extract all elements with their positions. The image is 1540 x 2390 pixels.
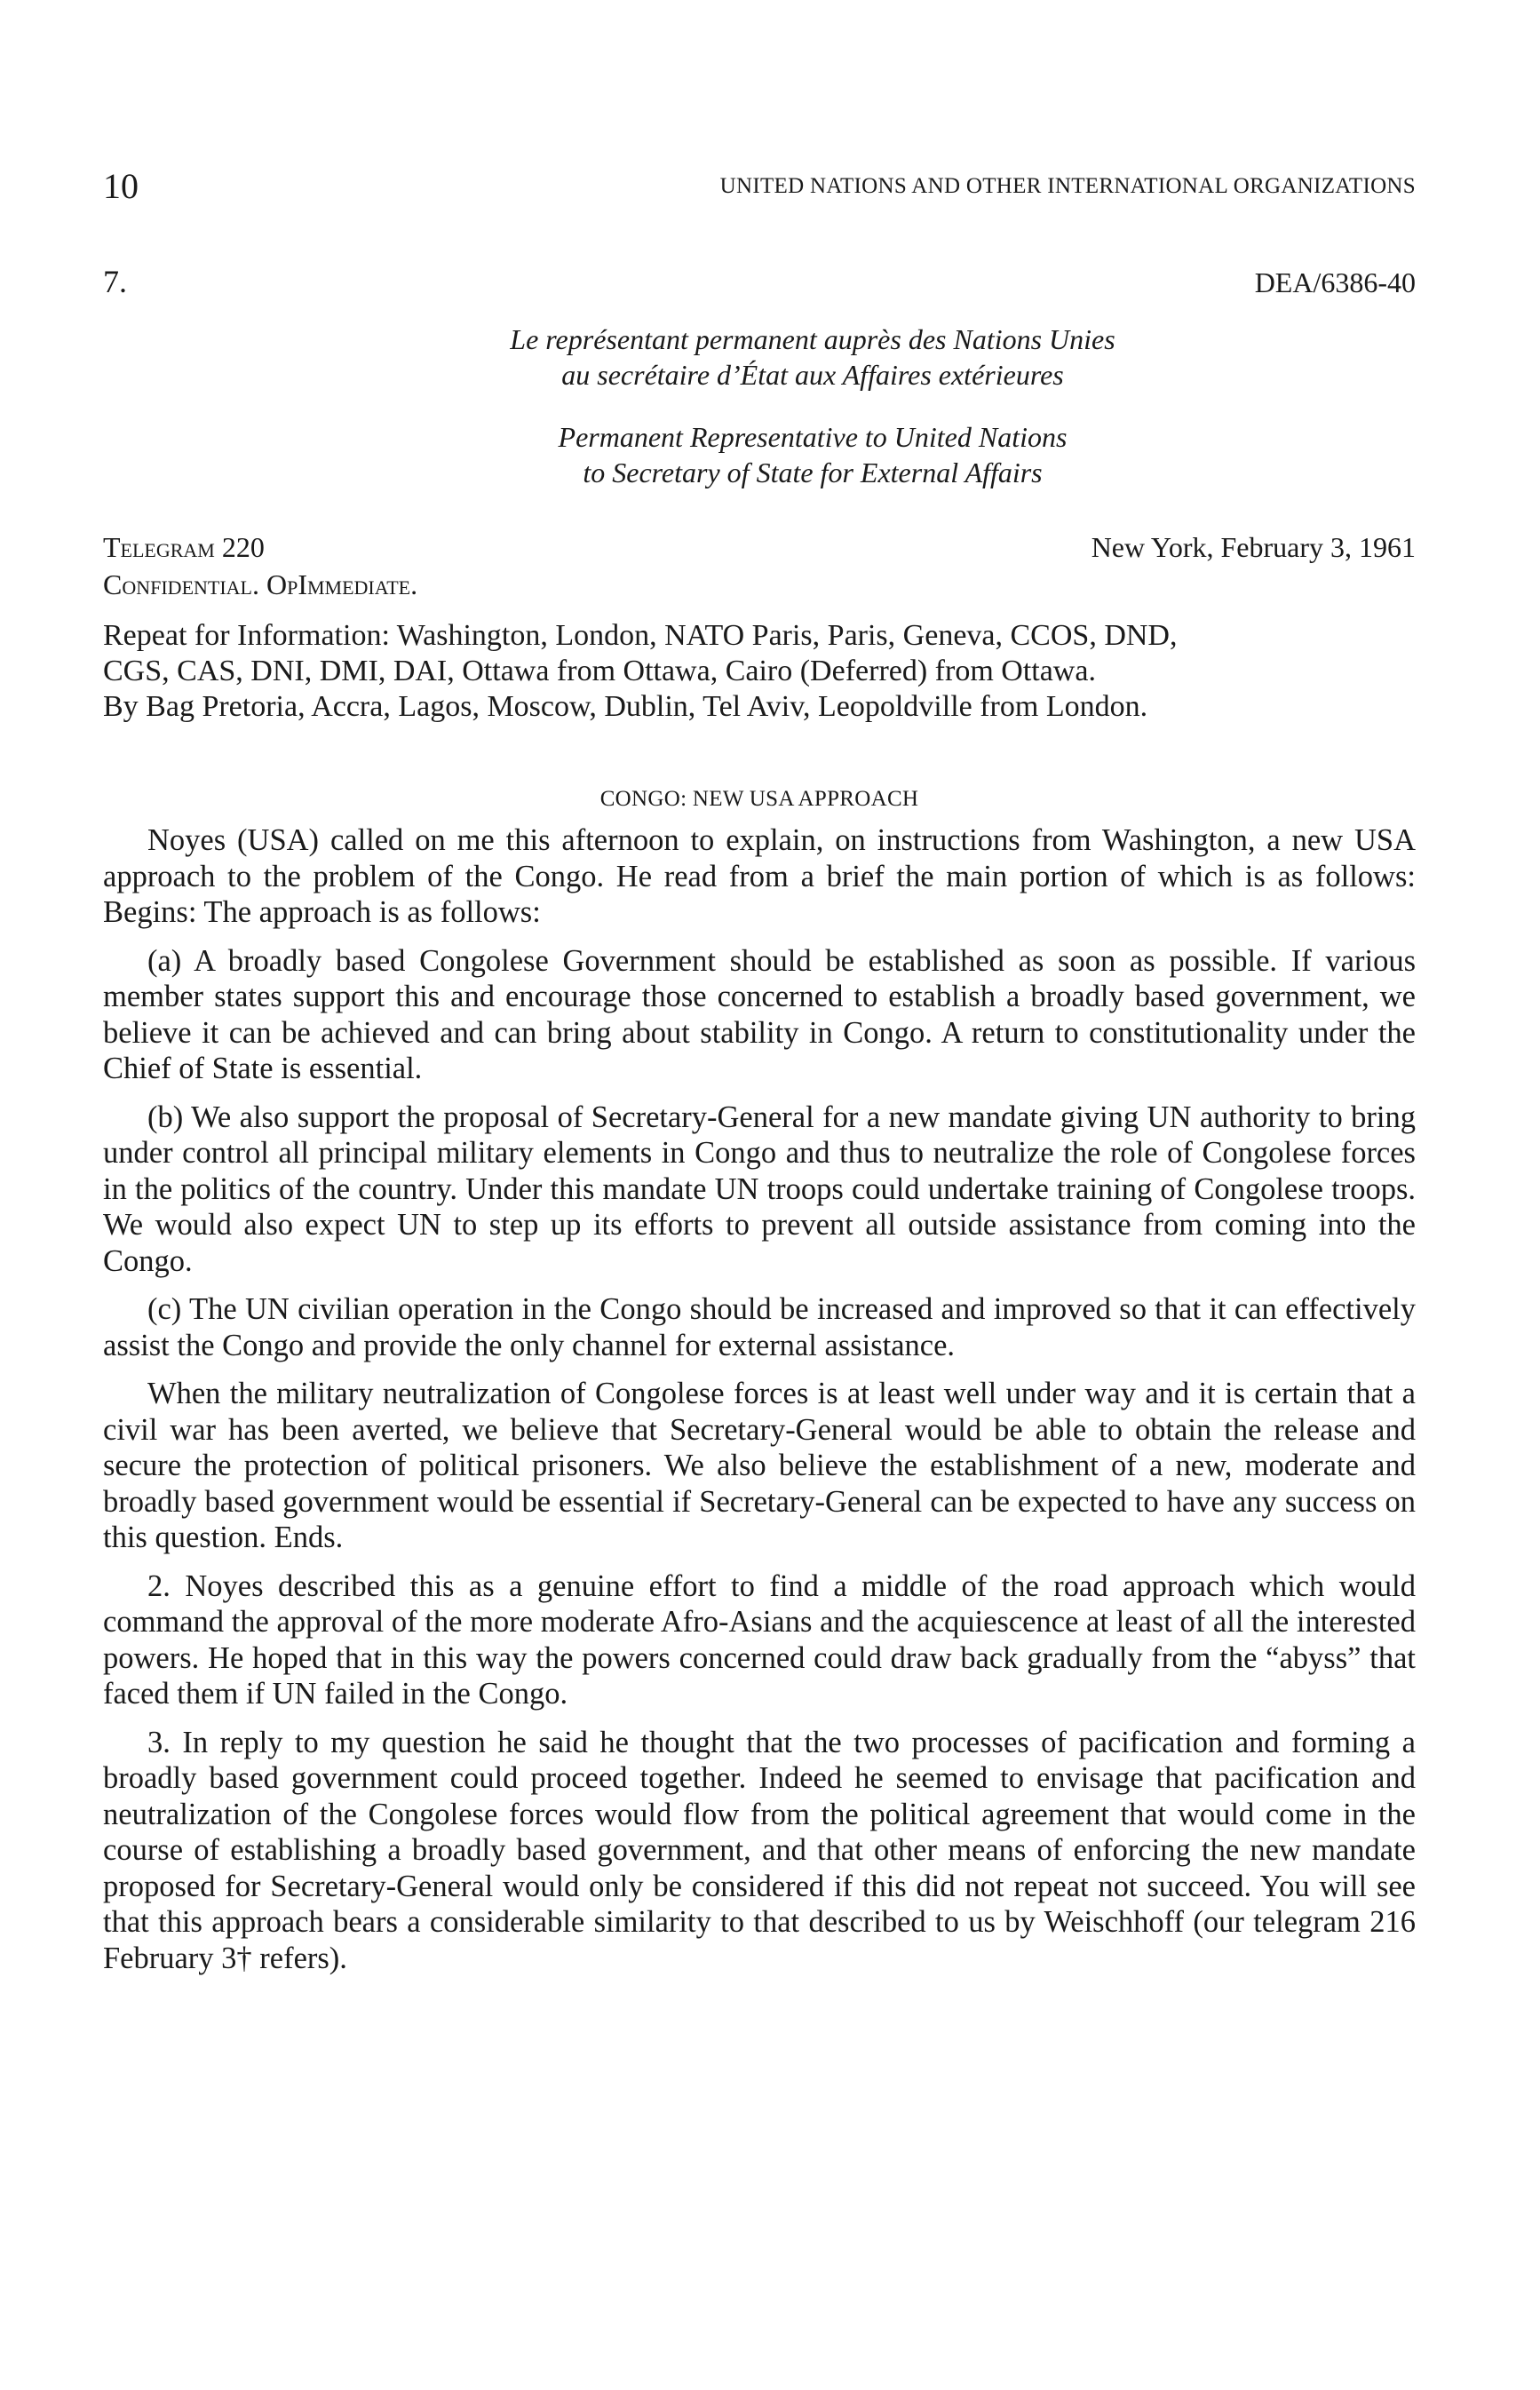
running-title: UNITED NATIONS AND OTHER INTERNATIONAL ORGANIZATIONS: [719, 174, 1416, 198]
paragraph: (a) A broadly based Congolese Government should be established as soon as possible. If various member states support this and encourage those concerned to establish a broadly based government, we believe it can be achieved and can bring about stability in Congo. A return to constitutionality under the Chief of State is essential.: [103, 943, 1416, 1085]
document-header: [103, 263, 1416, 307]
repeat-line: CGS, CAS, DNI, DMI, DAI, Ottawa from Ottawa, Cairo (Deferred) from Ottawa.: [103, 655, 1096, 687]
french-title-line: Le représentant permanent auprès des Nations Unies: [510, 323, 1115, 355]
paragraph: 2. Noyes described this as a genuine effort to find a middle of the road approach which would command the approval of the more moderate Afro-Asians and the acquiescence at least of all the interested powers. He hoped that in this way the powers concerned could draw back gradually from the “abyss” that faced them if UN failed in the Congo.: [103, 1568, 1416, 1711]
paragraph: 3. In reply to my question he said he thought that the two processes of pacification and forming a broadly based government could proceed together. Indeed he seemed to envisage that pacification and neutralization of the Congolese forces would flow from the political agreement that would come in the course of establishing a broadly based government, and that other means of enforcing the new mandate proposed for Secretary-General would only be considered if this did not repeat not succeed. You will see that this approach bears a considerable similarity to that described to us by Weischhoff (our telegram 216 February 3† refers).: [103, 1725, 1416, 1975]
paragraph: Noyes (USA) called on me this afternoon to explain, on instructions from Washington, a new USA approach to the problem of the Congo. He read from a brief the main portion of which is as follows: Begins: The approach is as follows:: [103, 823, 1416, 929]
document-number: 7.: [103, 264, 127, 299]
subject-heading: CONGO: NEW USA APPROACH: [599, 787, 919, 811]
sender-recipient-titles: [103, 322, 1416, 490]
page-number: 10: [103, 166, 139, 206]
bag-line: By Bag Pretoria, Accra, Lagos, Moscow, Dublin, Tel Aviv, Leopoldville from London.: [103, 690, 1148, 723]
classification: Confidential. OpImmediate.: [103, 568, 418, 600]
english-title: [103, 419, 1416, 490]
english-title-line: Permanent Representative to United Nations: [558, 421, 1068, 453]
place-date: New York, February 3, 1961: [1091, 531, 1416, 563]
french-title-line: au secrétaire d’État aux Affaires extérieures: [561, 359, 1064, 391]
paragraph: (b) We also support the proposal of Secretary-General for a new mandate giving UN authority to bring under control all principal military elements in Congo and thus to neutralize the role of Congolese forces in the politics of the country. Under this mandate UN troops could undertake training of Congolese troops. We would also expect UN to step up its efforts to prevent all outside assistance from coming into the Congo.: [103, 1100, 1416, 1278]
english-title-line: to Secretary of State for External Affairs: [583, 457, 1043, 488]
repeat-line: Repeat for Information: Washington, London, NATO Paris, Paris, Geneva, CCOS, DND,: [103, 619, 1178, 652]
paragraph: (c) The UN civilian operation in the Congo should be increased and improved so that it can effectively assist the Congo and provide the only channel for external assistance.: [103, 1292, 1416, 1362]
telegram-number: Telegram 220: [103, 531, 265, 563]
paragraph: When the military neutralization of Congolese forces is at least well under way and it is certain that a civil war has been averted, we believe that Secretary-General would be able to obtain the release and secure the protection of political prisoners. We also believe the establishment of a new, moderate and broadly based government would be essential if Secretary-General can be expected to have any success on this question. Ends.: [103, 1377, 1416, 1554]
file-reference: DEA/6386-40: [1254, 266, 1416, 298]
french-title: [103, 322, 1416, 393]
body-text: [103, 822, 1416, 1989]
distribution-block: [103, 618, 1416, 725]
running-head: [103, 165, 1416, 210]
